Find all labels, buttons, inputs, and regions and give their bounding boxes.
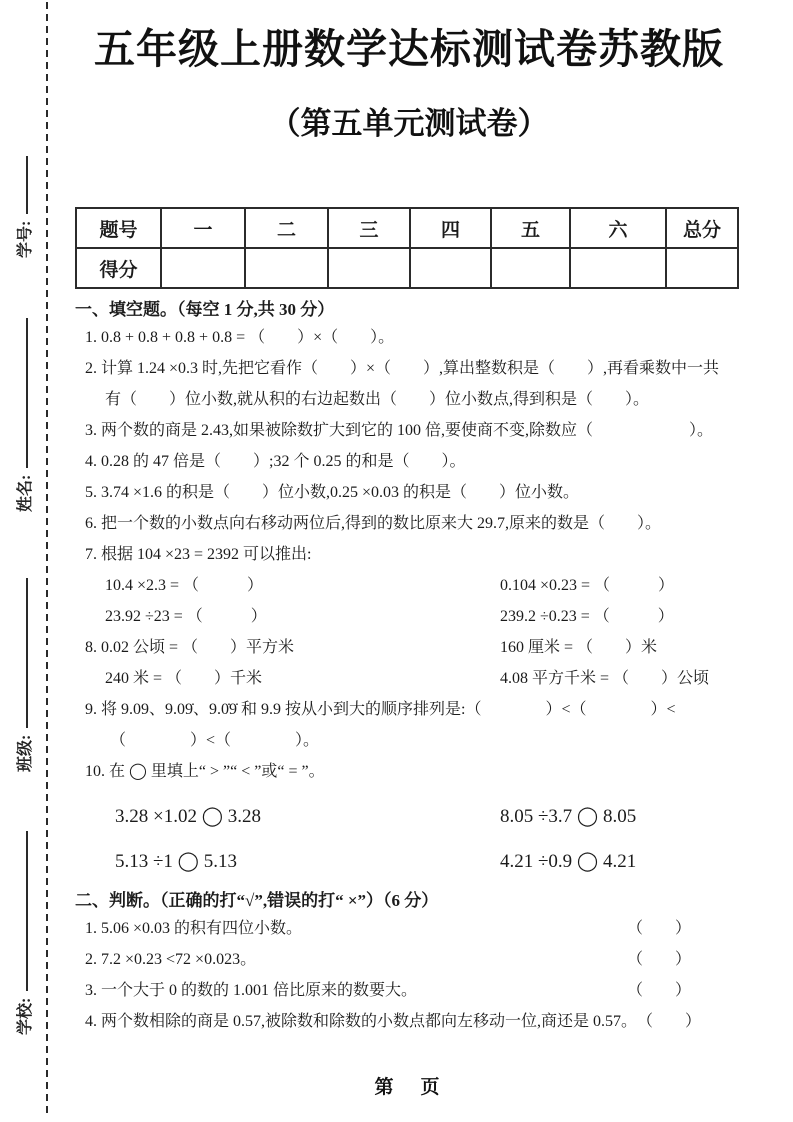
score-header-cell: 六 — [570, 208, 666, 248]
question-3: 3. 两个数的商是 2.43,如果被除数扩大到它的 100 倍,要使商不变,除数应（ ）。 — [85, 422, 714, 439]
question-7-row2 — [75, 601, 743, 632]
question-10-stem: 10. 在 ◯ 里填上“ > ”“ < ”或“ = ”。 — [85, 763, 325, 780]
question-7-item-d: 239.2 ÷0.23 = （ ） — [500, 608, 674, 625]
question-10-item-b: 8.05 ÷3.7 ◯ 8.05 — [500, 806, 637, 827]
score-cell-empty — [328, 248, 410, 288]
question-9-line1: 9. 将 9.09、9.09̇、9.0̇9̇ 和 9.9 按从小到大的顺序排列是:（ ）<（ ）< — [85, 701, 676, 718]
judge-question-2-answer-blank: （ ） — [626, 951, 691, 968]
score-cell-empty — [410, 248, 491, 288]
judge-question-2 — [75, 944, 743, 975]
score-header-cell: 总分 — [666, 208, 738, 248]
score-table-header-row — [76, 208, 738, 248]
judge-question-2-text: 2. 7.2 ×0.23 <72 ×0.023。 — [85, 951, 257, 968]
paper-subtitle: （第五单元测试卷） — [269, 106, 549, 141]
sidebar-field-student-name — [12, 318, 35, 512]
question-8-item-b: 160 厘米 = （ ）米 — [500, 639, 658, 656]
sidebar-field-school — [12, 831, 35, 1035]
school-blank-line — [26, 831, 28, 991]
question-8-item-d: 4.08 平方千米 = （ ）公顷 — [500, 670, 710, 687]
judge-question-1 — [75, 913, 743, 944]
question-1: 1. 0.8 + 0.8 + 0.8 + 0.8 = （ ）×（ ）。 — [85, 329, 395, 346]
question-10-row1 — [75, 801, 743, 832]
score-cell-empty — [245, 248, 328, 288]
score-table-score-row — [76, 248, 738, 288]
question-2-line2: 有（ ）位小数,就从积的右边起数出（ ）位小数点,得到积是（ ）。 — [105, 391, 650, 408]
page-footer: 第 页 — [374, 1077, 444, 1098]
student-name-label: 姓名: — [17, 474, 34, 512]
score-table — [75, 207, 739, 289]
question-8-item-a: 8. 0.02 公顷 = （ ）平方米 — [85, 639, 295, 656]
question-8-row1 — [75, 632, 743, 663]
judge-question-4-answer-blank: （ ） — [637, 1013, 702, 1030]
class-label: 班级: — [17, 734, 34, 772]
score-cell-empty — [491, 248, 570, 288]
score-header-cell: 二 — [245, 208, 328, 248]
judge-question-1-answer-blank: （ ） — [626, 920, 691, 937]
score-header-cell: 题号 — [76, 208, 161, 248]
question-5: 5. 3.74 ×1.6 的积是（ ）位小数,0.25 ×0.03 的积是（ ）位小数。 — [85, 484, 580, 501]
score-cell-empty — [570, 248, 666, 288]
judge-question-3 — [75, 975, 743, 1006]
class-blank-line — [26, 578, 28, 728]
question-4: 4. 0.28 的 47 倍是（ ）;32 个 0.25 的和是（ ）。 — [85, 453, 466, 470]
question-6: 6. 把一个数的小数点向右移动两位后,得到的数比原来大 29.7,原来的数是（ ）。 — [85, 515, 662, 532]
question-10-row2 — [75, 846, 743, 877]
question-2-line1: 2. 计算 1.24 ×0.3 时,先把它看作（ ）×（ ）,算出整数积是（ ）,再看乘数中一共 — [85, 360, 720, 377]
question-7-row1 — [75, 570, 743, 601]
score-cell-empty — [666, 248, 738, 288]
question-7-item-a: 10.4 ×2.3 = （ ） — [105, 577, 264, 594]
question-9-line2: （ ）<（ ）。 — [110, 732, 320, 749]
question-8-row2 — [75, 663, 743, 694]
seal-dashed-line — [46, 2, 48, 1118]
question-7-stem: 7. 根据 104 ×23 = 2392 可以推出: — [85, 546, 312, 563]
judge-question-1-text: 1. 5.06 ×0.03 的积有四位小数。 — [85, 920, 303, 937]
paper-title: 五年级上册数学达标测试卷苏教版 — [94, 26, 724, 72]
score-row-label: 得分 — [76, 248, 161, 288]
question-7-item-b: 0.104 ×0.23 = （ ） — [500, 577, 675, 594]
question-7-item-c: 23.92 ÷23 = （ ） — [105, 608, 267, 625]
score-header-cell: 一 — [161, 208, 245, 248]
sidebar-field-class — [12, 578, 35, 772]
student-id-label: 学号: — [17, 220, 34, 258]
school-label: 学校: — [17, 997, 34, 1035]
student-name-blank-line — [26, 318, 28, 468]
score-header-cell: 五 — [491, 208, 570, 248]
question-10-item-d: 4.21 ÷0.9 ◯ 4.21 — [500, 851, 637, 872]
score-cell-empty — [161, 248, 245, 288]
score-header-cell: 三 — [328, 208, 410, 248]
judge-question-4-text: 4. 两个数相除的商是 0.57,被除数和除数的小数点都向左移动一位,商还是 0.57。 — [85, 1013, 638, 1030]
paper-content — [75, 0, 743, 1037]
student-id-blank-line — [26, 156, 28, 214]
question-8-item-c: 240 米 = （ ）千米 — [105, 670, 263, 687]
score-header-cell: 四 — [410, 208, 491, 248]
judge-question-3-answer-blank: （ ） — [626, 982, 691, 999]
judge-question-4 — [75, 1006, 743, 1037]
question-10-item-c: 5.13 ÷1 ◯ 5.13 — [115, 851, 237, 872]
sidebar-field-student-id — [12, 156, 35, 258]
question-10-item-a: 3.28 ×1.02 ◯ 3.28 — [115, 806, 261, 827]
section1-heading: 一、填空题。（每空 1 分,共 30 分） — [75, 300, 335, 319]
section2-heading: 二、判断。（正确的打“√”,错误的打“ ×”）（6 分） — [75, 891, 439, 910]
judge-question-3-text: 3. 一个大于 0 的数的 1.001 倍比原来的数要大。 — [85, 982, 418, 999]
